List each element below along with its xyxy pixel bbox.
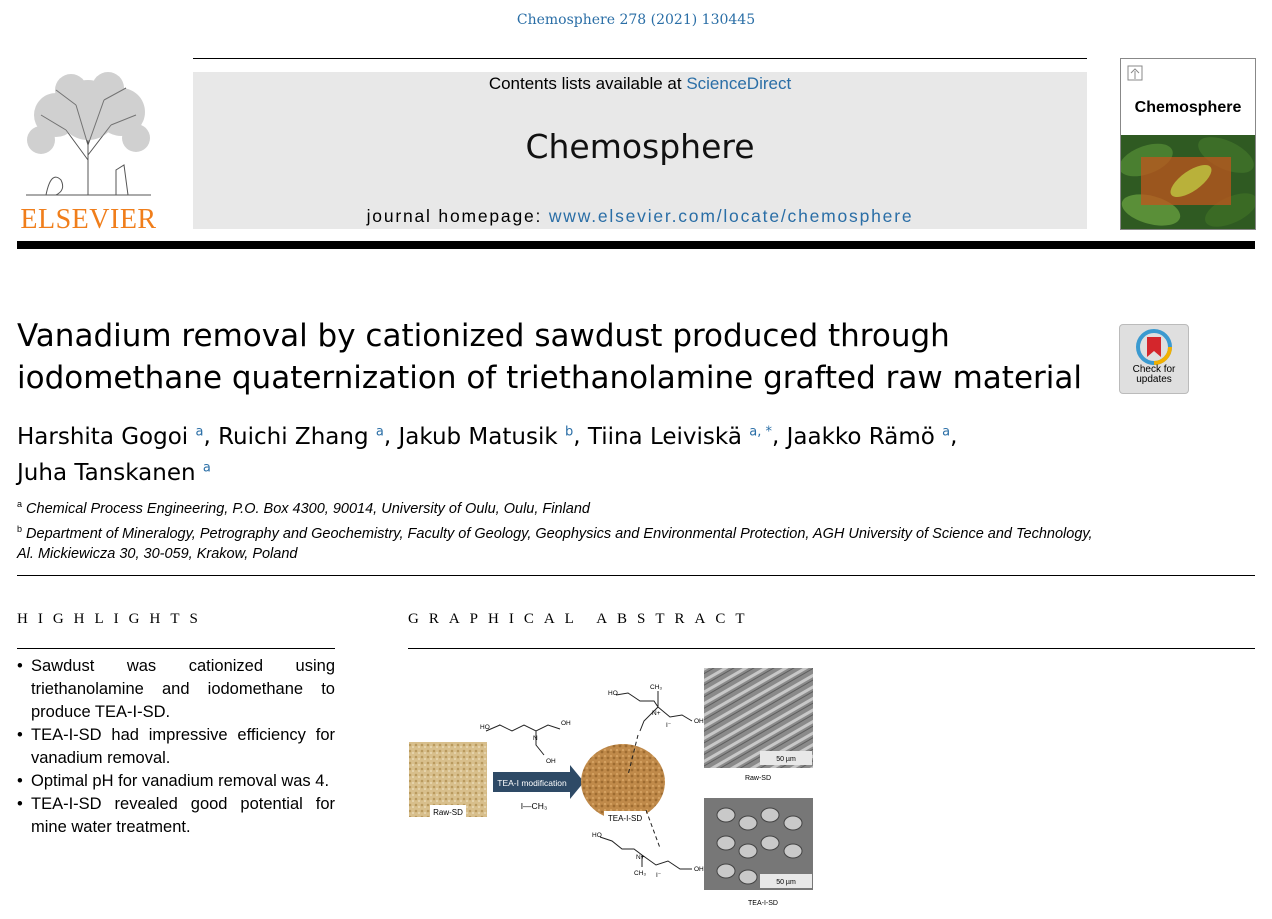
contents-prefix: Contents lists available at: [488, 74, 687, 93]
contents-line: [193, 74, 1087, 94]
highlights-heading: HIGHLIGHTS: [17, 611, 208, 627]
journal-title: Chemosphere: [525, 127, 755, 166]
lower-oh-label: OH: [694, 866, 704, 873]
author[interactable]: [588, 424, 772, 450]
graphical-abstract-figure[interactable]: [408, 665, 828, 915]
author[interactable]: [17, 460, 211, 486]
arrow-label: TEA-I modification: [497, 778, 567, 788]
author-name: Juha Tanskanen: [17, 460, 196, 487]
cover-tree-icon: [1127, 65, 1143, 81]
lower-ho-label: HO: [592, 832, 602, 839]
affiliation-mark: b: [17, 523, 23, 534]
bookmark-ribbon-icon: [1135, 329, 1173, 365]
upper-iodide-label: I⁻: [666, 722, 672, 729]
header-thick-rule: [17, 241, 1255, 249]
upper-nplus-label: N+: [652, 710, 661, 717]
tea-ho-label: HO: [480, 724, 490, 731]
treated-sawdust-photo: [581, 744, 665, 820]
upper-ch3-label: CH₃: [650, 684, 663, 691]
affiliation-text: Department of Mineralogy, Petrography and Geochemistry, Faculty of Geology, Geophysics and Environmental Protection, AGH University of Science and Technology, Al. Mickiewicza 30, 30-059, Krakow, Poland: [17, 525, 1093, 562]
tea-molecule: [486, 725, 560, 755]
author[interactable]: [17, 424, 203, 450]
elsevier-wordmark: ELSEVIER: [20, 204, 157, 235]
sem-tea-scale-label: 50 µm: [776, 879, 796, 886]
tea-n-label: N: [533, 735, 538, 742]
homepage-line: [193, 206, 1087, 227]
top-divider: [193, 58, 1087, 59]
affiliations: [17, 494, 1097, 564]
author[interactable]: [787, 424, 951, 450]
lower-iodide-label: I⁻: [656, 872, 662, 879]
elsevier-logo[interactable]: [16, 70, 161, 235]
highlight-item: • TEA-I-SD had impressive efficiency for vanadium removal.: [17, 724, 335, 770]
sem-tea-caption: TEA-I-SD: [748, 900, 778, 907]
affiliation-item: [17, 494, 1097, 519]
check-for-updates-badge[interactable]: [1119, 324, 1189, 394]
graphical-abstract-image: [408, 665, 828, 915]
author-list: Harshita Gogoi $^a$, Ruichi Zhang $^a$, Jakub Matusik $^b$, Tiina Leiviskä $^{a, *}$, Jaakko Rämö $^a$, Juha Tanskanen $^a$: [17, 423, 958, 487]
elsevier-tree-icon: [16, 70, 161, 200]
product-label: TEA-I-SD: [607, 814, 643, 823]
author[interactable]: [398, 424, 573, 450]
upper-ho-label: HO: [608, 690, 618, 697]
affiliation-item: [17, 519, 1097, 564]
check-for-updates-label: Check for updates: [1132, 364, 1176, 385]
lower-nplus-label: N+: [636, 854, 645, 861]
homepage-prefix: journal homepage:: [366, 206, 549, 226]
homepage-link[interactable]: www.elsevier.com/locate/chemosphere: [548, 206, 914, 226]
journal-banner: [193, 72, 1087, 229]
author-name: Tiina Leiviskä: [587, 423, 742, 450]
author-affiliation-mark: a: [195, 424, 204, 439]
graphical-abstract-rule: [408, 648, 1255, 649]
section-divider: [17, 575, 1255, 576]
cover-title: Chemosphere: [1134, 99, 1242, 116]
journal-cover[interactable]: [1120, 58, 1256, 230]
author-name: Jakub Matusik: [398, 423, 558, 450]
author-affiliation-mark: b: [564, 424, 574, 439]
highlights-list: [17, 655, 335, 839]
author-name: Harshita Gogoi: [17, 423, 189, 450]
affiliation-mark: a: [17, 499, 23, 509]
cover-leaf-image: [1121, 135, 1255, 229]
highlight-item: • Sawdust was cationized using triethanolamine and iodomethane to produce TEA-I-SD.: [17, 655, 335, 724]
sciencedirect-link[interactable]: ScienceDirect: [686, 74, 792, 93]
sem-raw-scale-label: 50 µm: [776, 756, 796, 763]
tea-oh-right-label: OH: [561, 720, 571, 727]
highlight-item: • Optimal pH for vanadium removal was 4.: [17, 770, 335, 793]
author-name: Ruichi Zhang: [218, 423, 369, 450]
upper-oh-label: OH: [694, 718, 704, 725]
author[interactable]: [218, 424, 384, 450]
sem-raw-caption: Raw-SD: [744, 775, 772, 782]
lower-ch3-label: CH₃: [634, 870, 647, 877]
graphical-abstract-heading: GRAPHICAL ABSTRACT: [408, 611, 755, 627]
author-affiliation-mark: a: [942, 424, 951, 439]
highlights-rule: [17, 648, 335, 649]
affiliation-text: Chemical Process Engineering, P.O. Box 4300, 90014, University of Oulu, Oulu, Finland: [26, 500, 590, 517]
journal-citation[interactable]: Chemosphere 278 (2021) 130445: [516, 12, 756, 28]
author-affiliation-mark: a: [375, 424, 384, 439]
author-affiliation-mark: a: [202, 460, 211, 476]
tea-oh-bottom-label: OH: [546, 758, 556, 765]
raw-label: Raw-SD: [433, 808, 463, 817]
article-title: Vanadium removal by cationized sawdust produced through iodomethane quaternization of triethanolamine grafted raw material: [17, 318, 1082, 396]
author-affiliation-mark: a, *: [749, 424, 772, 439]
highlight-item: • TEA-I-SD revealed good potential for mine water treatment.: [17, 793, 335, 839]
author-name: Jaakko Rämö: [786, 423, 935, 450]
reagent-label: I—CH₃: [520, 801, 548, 811]
